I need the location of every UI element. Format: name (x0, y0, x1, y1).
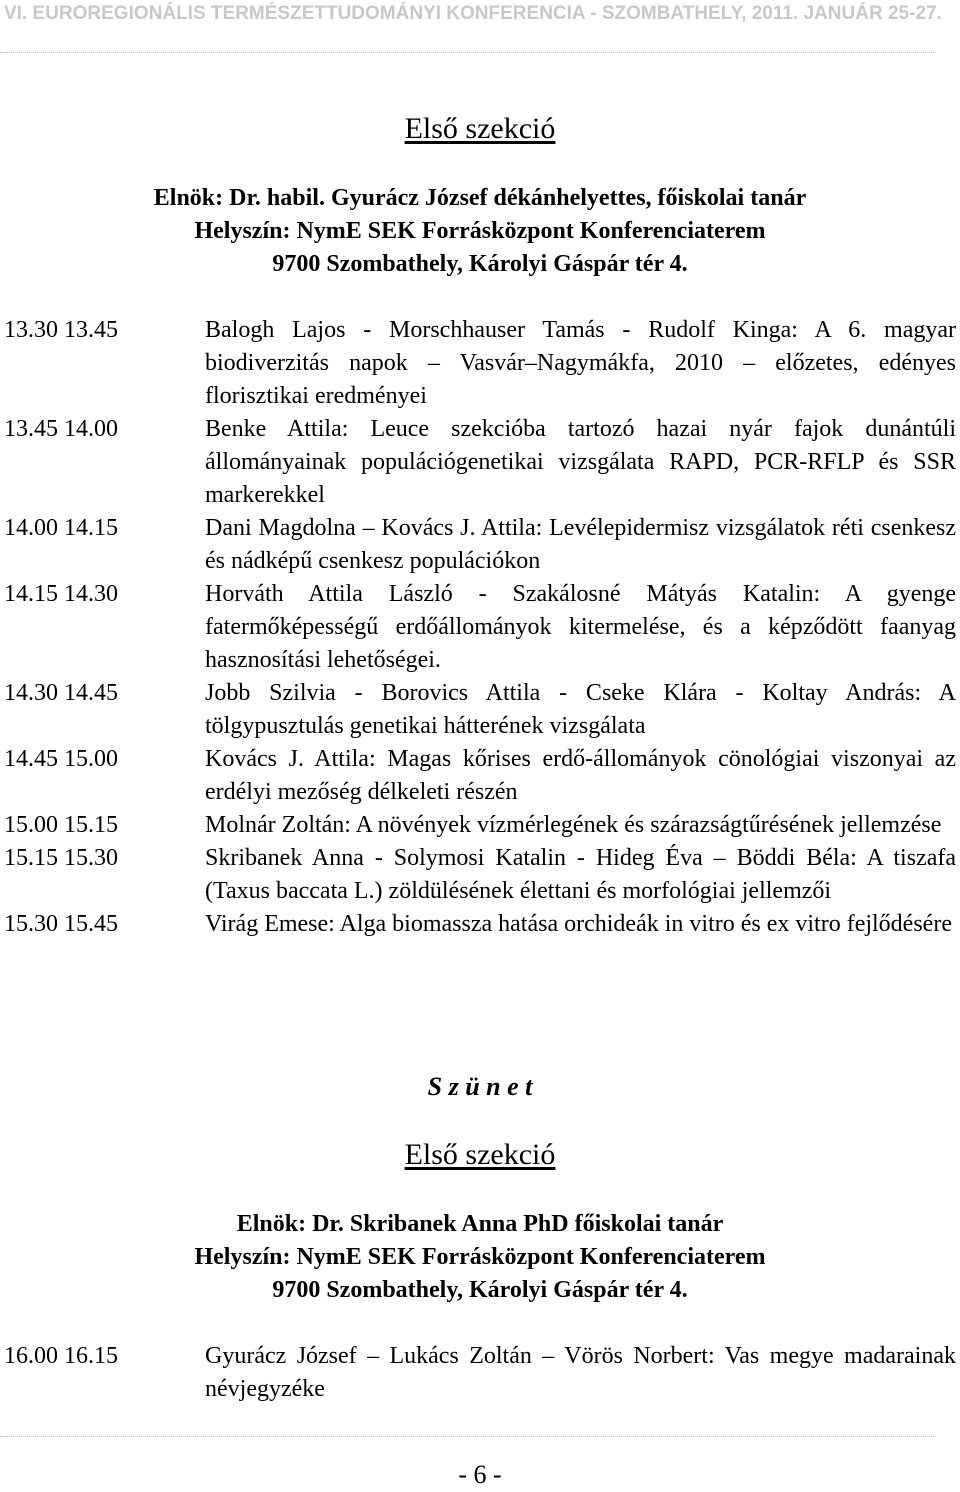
entry-title: Skribanek Anna - Solymosi Katalin - Hideg Éva – Böddi Béla: A tiszafa (Taxus baccata L.) zöldülésének élettani és morfológiai jellemzői (205, 845, 956, 904)
section-2-info (0, 1208, 960, 1307)
entry-title: Molnár Zoltán: A növények vízmérlegének és szárazságtűrésének jellemzése (205, 812, 942, 838)
entry-title: Jobb Szilvia - Borovics Attila - Cseke Klára - Koltay András: A tölgypusztulás genetikai hátterének vizsgálata (205, 680, 956, 739)
section-1-venue: Helyszín: NymE SEK Forrásközpont Konferenciaterem (194, 218, 766, 244)
entry-title: Horváth Attila László - Szakálosné Mátyás Katalin: A gyenge fatermőképességű erdőállományok kitermelése, és a képződött faanyag hasznosítási lehetőségei. (205, 581, 956, 673)
section-2-address: 9700 Szombathely, Károlyi Gáspár tér 4. (272, 1277, 688, 1303)
entry-time: 14.30 14.45 (4, 680, 118, 706)
entry-time: 14.00 14.15 (4, 515, 118, 541)
entry-time: 14.15 14.30 (4, 581, 118, 607)
section-2-schedule (0, 1340, 960, 1406)
section-1-schedule (0, 314, 960, 941)
page-number: - 6 - (458, 1460, 502, 1489)
schedule-entry (0, 908, 960, 941)
entry-time: 15.00 15.15 (4, 812, 118, 838)
entry-title: Balogh Lajos - Morschhauser Tamás - Rudolf Kinga: A 6. magyar biodiverzitás napok – Vasvár–Nagymákfa, 2010 – előzetes, edényes florisztikai eredményei (205, 317, 956, 409)
schedule-entry (0, 413, 960, 512)
section-1-title: Első szekció (404, 112, 556, 145)
schedule-entry (0, 512, 960, 578)
section-2-chair: Elnök: Dr. Skribanek Anna PhD főiskolai tanár (236, 1211, 724, 1237)
section-1-chair: Elnök: Dr. habil. Gyurácz József dékánhelyettes, főiskolai tanár (153, 185, 807, 211)
break-label: S z ü n e t (427, 1072, 533, 1101)
schedule-entry (0, 842, 960, 908)
entry-time: 13.30 13.45 (4, 317, 118, 343)
section-2-title: Első szekció (404, 1138, 556, 1171)
header-rule (0, 52, 936, 53)
entry-title: Virág Emese: Alga biomassza hatása orchideák in vitro és ex vitro fejlődésére (205, 911, 952, 937)
entry-time: 15.15 15.30 (4, 845, 118, 871)
section-1-info (0, 182, 960, 281)
schedule-entry (0, 1340, 960, 1406)
entry-time: 13.45 14.00 (4, 416, 118, 442)
entry-title: Gyurácz József – Lukács Zoltán – Vörös Norbert: Vas megye madarainak névjegyzéke (205, 1343, 956, 1402)
schedule-entry (0, 743, 960, 809)
section-1-address: 9700 Szombathely, Károlyi Gáspár tér 4. (272, 251, 688, 277)
entry-title: Dani Magdolna – Kovács J. Attila: Levélepidermisz vizsgálatok réti csenkesz és nádképű csenkesz populációkon (205, 515, 956, 574)
schedule-entry (0, 677, 960, 743)
conference-header: VI. EUROREGIONÁLIS TERMÉSZETTUDOMÁNYI KONFERENCIA - SZOMBATHELY, 2011. JANUÁR 25-27. (4, 3, 942, 24)
footer-rule (0, 1436, 936, 1437)
entry-title: Benke Attila: Leuce szekcióba tartozó hazai nyár fajok dunántúli állományainak populációgenetikai vizsgálata RAPD, PCR-RFLP és SSR markerekkel (205, 416, 956, 508)
schedule-entry (0, 809, 960, 842)
section-2-venue: Helyszín: NymE SEK Forrásközpont Konferenciaterem (194, 1244, 766, 1270)
entry-time: 15.30 15.45 (4, 911, 118, 937)
entry-time: 16.00 16.15 (4, 1343, 118, 1369)
schedule-entry (0, 578, 960, 677)
entry-title: Kovács J. Attila: Magas kőrises erdő-állományok cönológiai viszonyai az erdélyi mezőség délkeleti részén (205, 746, 956, 805)
schedule-entry (0, 314, 960, 413)
entry-time: 14.45 15.00 (4, 746, 118, 772)
